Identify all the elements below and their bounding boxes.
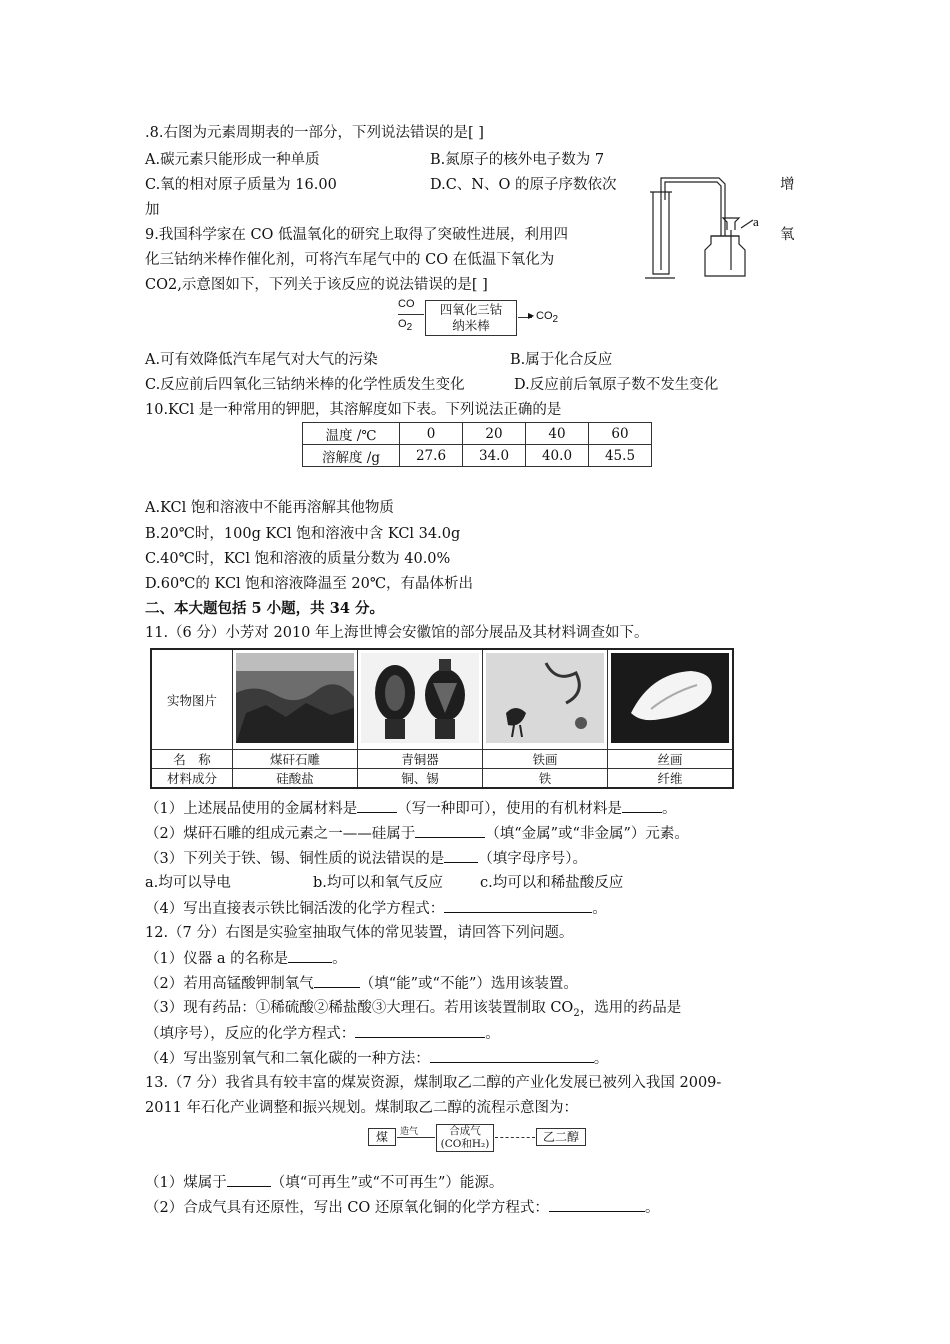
q8-side-char-1: 增: [780, 177, 795, 193]
q9-reactant-o2-symbol: O: [398, 318, 407, 330]
q13-flow-syngas: [436, 1124, 494, 1152]
q12-part1-text-b: 。: [332, 951, 347, 967]
q9-input-arrow: [398, 314, 424, 315]
q10-row-temperature-label: 温度 /℃: [303, 423, 400, 445]
q12-part3-line2: [145, 1023, 500, 1044]
q10-temp-cell: 40: [526, 423, 589, 445]
q10-option-d: D.60℃的 KCl 饱和溶液降温至 20℃，有晶体析出: [145, 576, 474, 592]
q11-part2-text-b: （填“金属”或“非金属”）元素。: [485, 826, 689, 842]
q12-part3-text-a: （3）现有药品：①稀硫酸②稀盐酸③大理石。若用该装置制取 CO: [145, 1000, 574, 1016]
q11-exhibit-name: 青铜器: [358, 750, 483, 769]
q9-stem-line2: 化三钴纳米棒作催化剂，可将汽车尾气中的 CO 在低温下氧化为: [145, 252, 555, 268]
q10-solubility-cell: 34.0: [463, 445, 526, 467]
q10-option-c: C.40℃时，KCl 饱和溶液的质量分数为 40.0%: [145, 551, 451, 567]
q10-option-a: A.KCl 饱和溶液中不能再溶解其他物质: [145, 500, 394, 516]
q12-part4-blank[interactable]: [430, 1048, 594, 1063]
q12-part3-sub: 2: [573, 1007, 580, 1019]
coal-gangue-carving-photo: [236, 653, 354, 743]
q13-flow-arrow-2: [495, 1137, 535, 1138]
q8-side-char-2: 氧: [780, 227, 795, 243]
q12-part3-blank[interactable]: [355, 1023, 485, 1038]
q10-temp-cell: 0: [400, 423, 463, 445]
q11-part2: [145, 823, 689, 844]
q11-part2-blank[interactable]: [415, 823, 485, 838]
q10-temp-cell: 60: [589, 423, 652, 445]
q11-exhibit-material: 铜、锡: [358, 769, 483, 789]
q9-option-a: A.可有效降低汽车尾气对大气的污染: [145, 352, 378, 368]
apparatus-label-a: a: [753, 214, 759, 229]
bronze-ware-photo: [361, 653, 479, 743]
q13-flow-coal: 煤: [368, 1128, 396, 1146]
q8-option-b: B.氮原子的核外电子数为 7: [430, 152, 605, 168]
q11-part1-text-b: （写一种即可），使用的有机材料是: [397, 801, 622, 817]
q9-product-co2-sub: 2: [552, 314, 559, 326]
q9-reaction-diagram: [398, 298, 568, 338]
q11-part3-text-a: （3）下列关于铁、锡、铜性质的说法错误的是: [145, 851, 445, 867]
q9-product-co2-symbol: CO: [536, 310, 553, 322]
q13-flow-diagram: [368, 1124, 588, 1154]
q10-stem: 10.KCl 是一种常用的钾肥，其溶解度如下表。下列说法正确的是: [145, 402, 562, 418]
q12-part3-text-b: ，选用的药品是: [579, 1000, 682, 1016]
q10-option-b: B.20℃时，100g KCl 饱和溶液中含 KCl 34.0g: [145, 526, 461, 542]
q13-stem-line1: 13.（7 分）我省具有较丰富的煤炭资源，煤制取乙二醇的产业化发展已被列入我国 2009-: [145, 1075, 722, 1091]
q10-row-solubility-label: 溶解度 /g: [303, 445, 400, 467]
q11-part1-text-a: （1）上述展品使用的金属材料是: [145, 801, 358, 817]
q11-part1-blank-metal[interactable]: [357, 798, 397, 813]
q8-option-a: A.碳元素只能形成一种单质: [145, 152, 320, 168]
q11-part1-text-c: 。: [661, 801, 677, 817]
q8-option-d: D.C、N、O 的原子序数依次: [430, 177, 617, 193]
q12-part4-text-b: 。: [593, 1051, 609, 1067]
q9-catalyst-line1: 四氧化三钴: [439, 302, 503, 317]
q13-part1-text-a: （1）煤属于: [145, 1175, 227, 1191]
q11-photo-cell: [358, 649, 483, 750]
q10-solubility-table: [302, 422, 652, 467]
q10-solubility-cell: 40.0: [526, 445, 589, 467]
silk-painting-photo: [611, 653, 729, 743]
q11-exhibit-material: 硅酸盐: [233, 769, 358, 789]
q11-photo-cell: [233, 649, 358, 750]
q11-photo-cell: [483, 649, 608, 750]
q13-flow-arrow-label: 造气: [400, 1127, 419, 1137]
q12-part2-blank[interactable]: [314, 973, 360, 988]
q12-part1-text-a: （1）仪器 a 的名称是: [145, 951, 289, 967]
q11-part2-text-a: （2）煤矸石雕的组成元素之一——硅属于: [145, 826, 416, 842]
q13-part1-blank[interactable]: [227, 1172, 271, 1187]
q13-part2-text-a: （2）合成气具有还原性，写出 CO 还原氧化铜的化学方程式：: [145, 1200, 549, 1216]
q12-part4: [145, 1048, 608, 1069]
q11-part3-blank[interactable]: [444, 848, 478, 863]
q13-flow-syngas-line2: (CO和H₂): [440, 1138, 490, 1150]
q11-option-c: c.均可以和稀盐酸反应: [480, 875, 624, 891]
q8-stem: .8.右图为元素周期表的一部分，下列说法错误的是[ ]: [145, 125, 484, 141]
q11-exhibit-name: 丝画: [608, 750, 734, 769]
q11-part4-text-b: 。: [592, 901, 607, 917]
q13-part2: [145, 1197, 659, 1218]
q9-catalyst-box: [425, 300, 517, 336]
q13-part2-blank[interactable]: [549, 1197, 645, 1212]
q9-stem-line3: CO2,示意图如下，下列关于该反应的说法错误的是[ ]: [145, 277, 488, 293]
q11-part3: [145, 848, 587, 869]
q13-part1: [145, 1172, 503, 1193]
q9-catalyst-line2: 纳米棒: [452, 318, 490, 333]
q12-part1-blank[interactable]: [288, 948, 332, 963]
q12-part4-text-a: （4）写出鉴别氧气和二氧化碳的一种方法：: [145, 1051, 430, 1067]
q9-option-c: C.反应前后四氧化三钴纳米棒的化学性质发生变化: [145, 377, 465, 393]
q8-option-d-continued: 加: [145, 202, 160, 218]
q11-part4: [145, 898, 607, 919]
q11-row-name-label: 名 称: [151, 750, 233, 769]
q11-row-photo-label: 实物图片: [151, 649, 233, 750]
q10-solubility-cell: 27.6: [400, 445, 463, 467]
q9-stem-line1: 9.我国科学家在 CO 低温氧化的研究上取得了突破性进展，利用四: [145, 227, 569, 243]
q11-exhibit-name: 铁画: [483, 750, 608, 769]
q11-option-a: a.均可以导电: [145, 875, 231, 891]
q11-option-b: b.均可以和氧气反应: [313, 875, 443, 891]
q13-stem-line2: 2011 年石化产业调整和振兴规划。煤制取乙二醇的流程示意图为：: [145, 1100, 579, 1116]
q9-reactant-o2-sub: 2: [406, 322, 413, 334]
q13-part2-text-b: 。: [644, 1200, 660, 1216]
q11-exhibit-name: 煤矸石雕: [233, 750, 358, 769]
q9-reactant-co: CO: [398, 298, 415, 310]
q12-part3-text-c: （填序号），反应的化学方程式：: [145, 1026, 356, 1042]
gas-apparatus-figure: [645, 170, 765, 282]
q9-option-d: D.反应前后氧原子数不发生变化: [514, 377, 719, 393]
q10-solubility-cell: 45.5: [589, 445, 652, 467]
q12-stem: 12.（7 分）右图是实验室抽取气体的常见装置，请回答下列问题。: [145, 925, 574, 941]
q12-part3-text-d: 。: [485, 1026, 500, 1042]
q13-flow-syngas-line1: 合成气: [449, 1125, 481, 1137]
q12-part2-text-a: （2）若用高锰酸钾制氧气: [145, 976, 314, 992]
q13-flow-product: 乙二醇: [536, 1128, 586, 1146]
q12-part2-text-b: （填“能”或“不能”）选用该装置。: [359, 976, 578, 992]
q11-exhibit-table: [150, 648, 734, 789]
q12-part1: [145, 948, 347, 969]
section-2-heading: 二、本大题包括 5 小题，共 34 分。: [145, 600, 384, 617]
q11-exhibit-material: 纤维: [608, 769, 734, 789]
q11-exhibit-material: 铁: [483, 769, 608, 789]
q9-output-arrowhead: ▶: [528, 311, 535, 320]
q13-flow-arrow-1: [397, 1137, 435, 1138]
q10-temp-cell: 20: [463, 423, 526, 445]
q8-option-c: C.氧的相对原子质量为 16.00: [145, 177, 337, 193]
q12-part2: [145, 973, 578, 994]
q13-part1-text-b: （填“可再生”或“不可再生”）能源。: [270, 1175, 504, 1191]
q11-row-material-label: 材料成分: [151, 769, 233, 789]
q9-option-b: B.属于化合反应: [510, 352, 613, 368]
q9-reactant-o2: [398, 318, 412, 333]
q11-part1: [145, 798, 676, 819]
q9-product-co2: [536, 310, 558, 325]
q12-part3-line1: [145, 998, 681, 1024]
q11-part1-blank-organic[interactable]: [622, 798, 662, 813]
q11-photo-cell: [608, 649, 734, 750]
iron-painting-photo: [486, 653, 604, 743]
q11-part4-blank[interactable]: [444, 898, 592, 913]
q11-part4-text-a: （4）写出直接表示铁比铜活泼的化学方程式：: [145, 901, 445, 917]
q11-stem: 11.（6 分）小芳对 2010 年上海世博会安徽馆的部分展品及其材料调查如下。: [145, 625, 649, 641]
q11-part3-text-b: （填字母序号）。: [478, 851, 587, 867]
